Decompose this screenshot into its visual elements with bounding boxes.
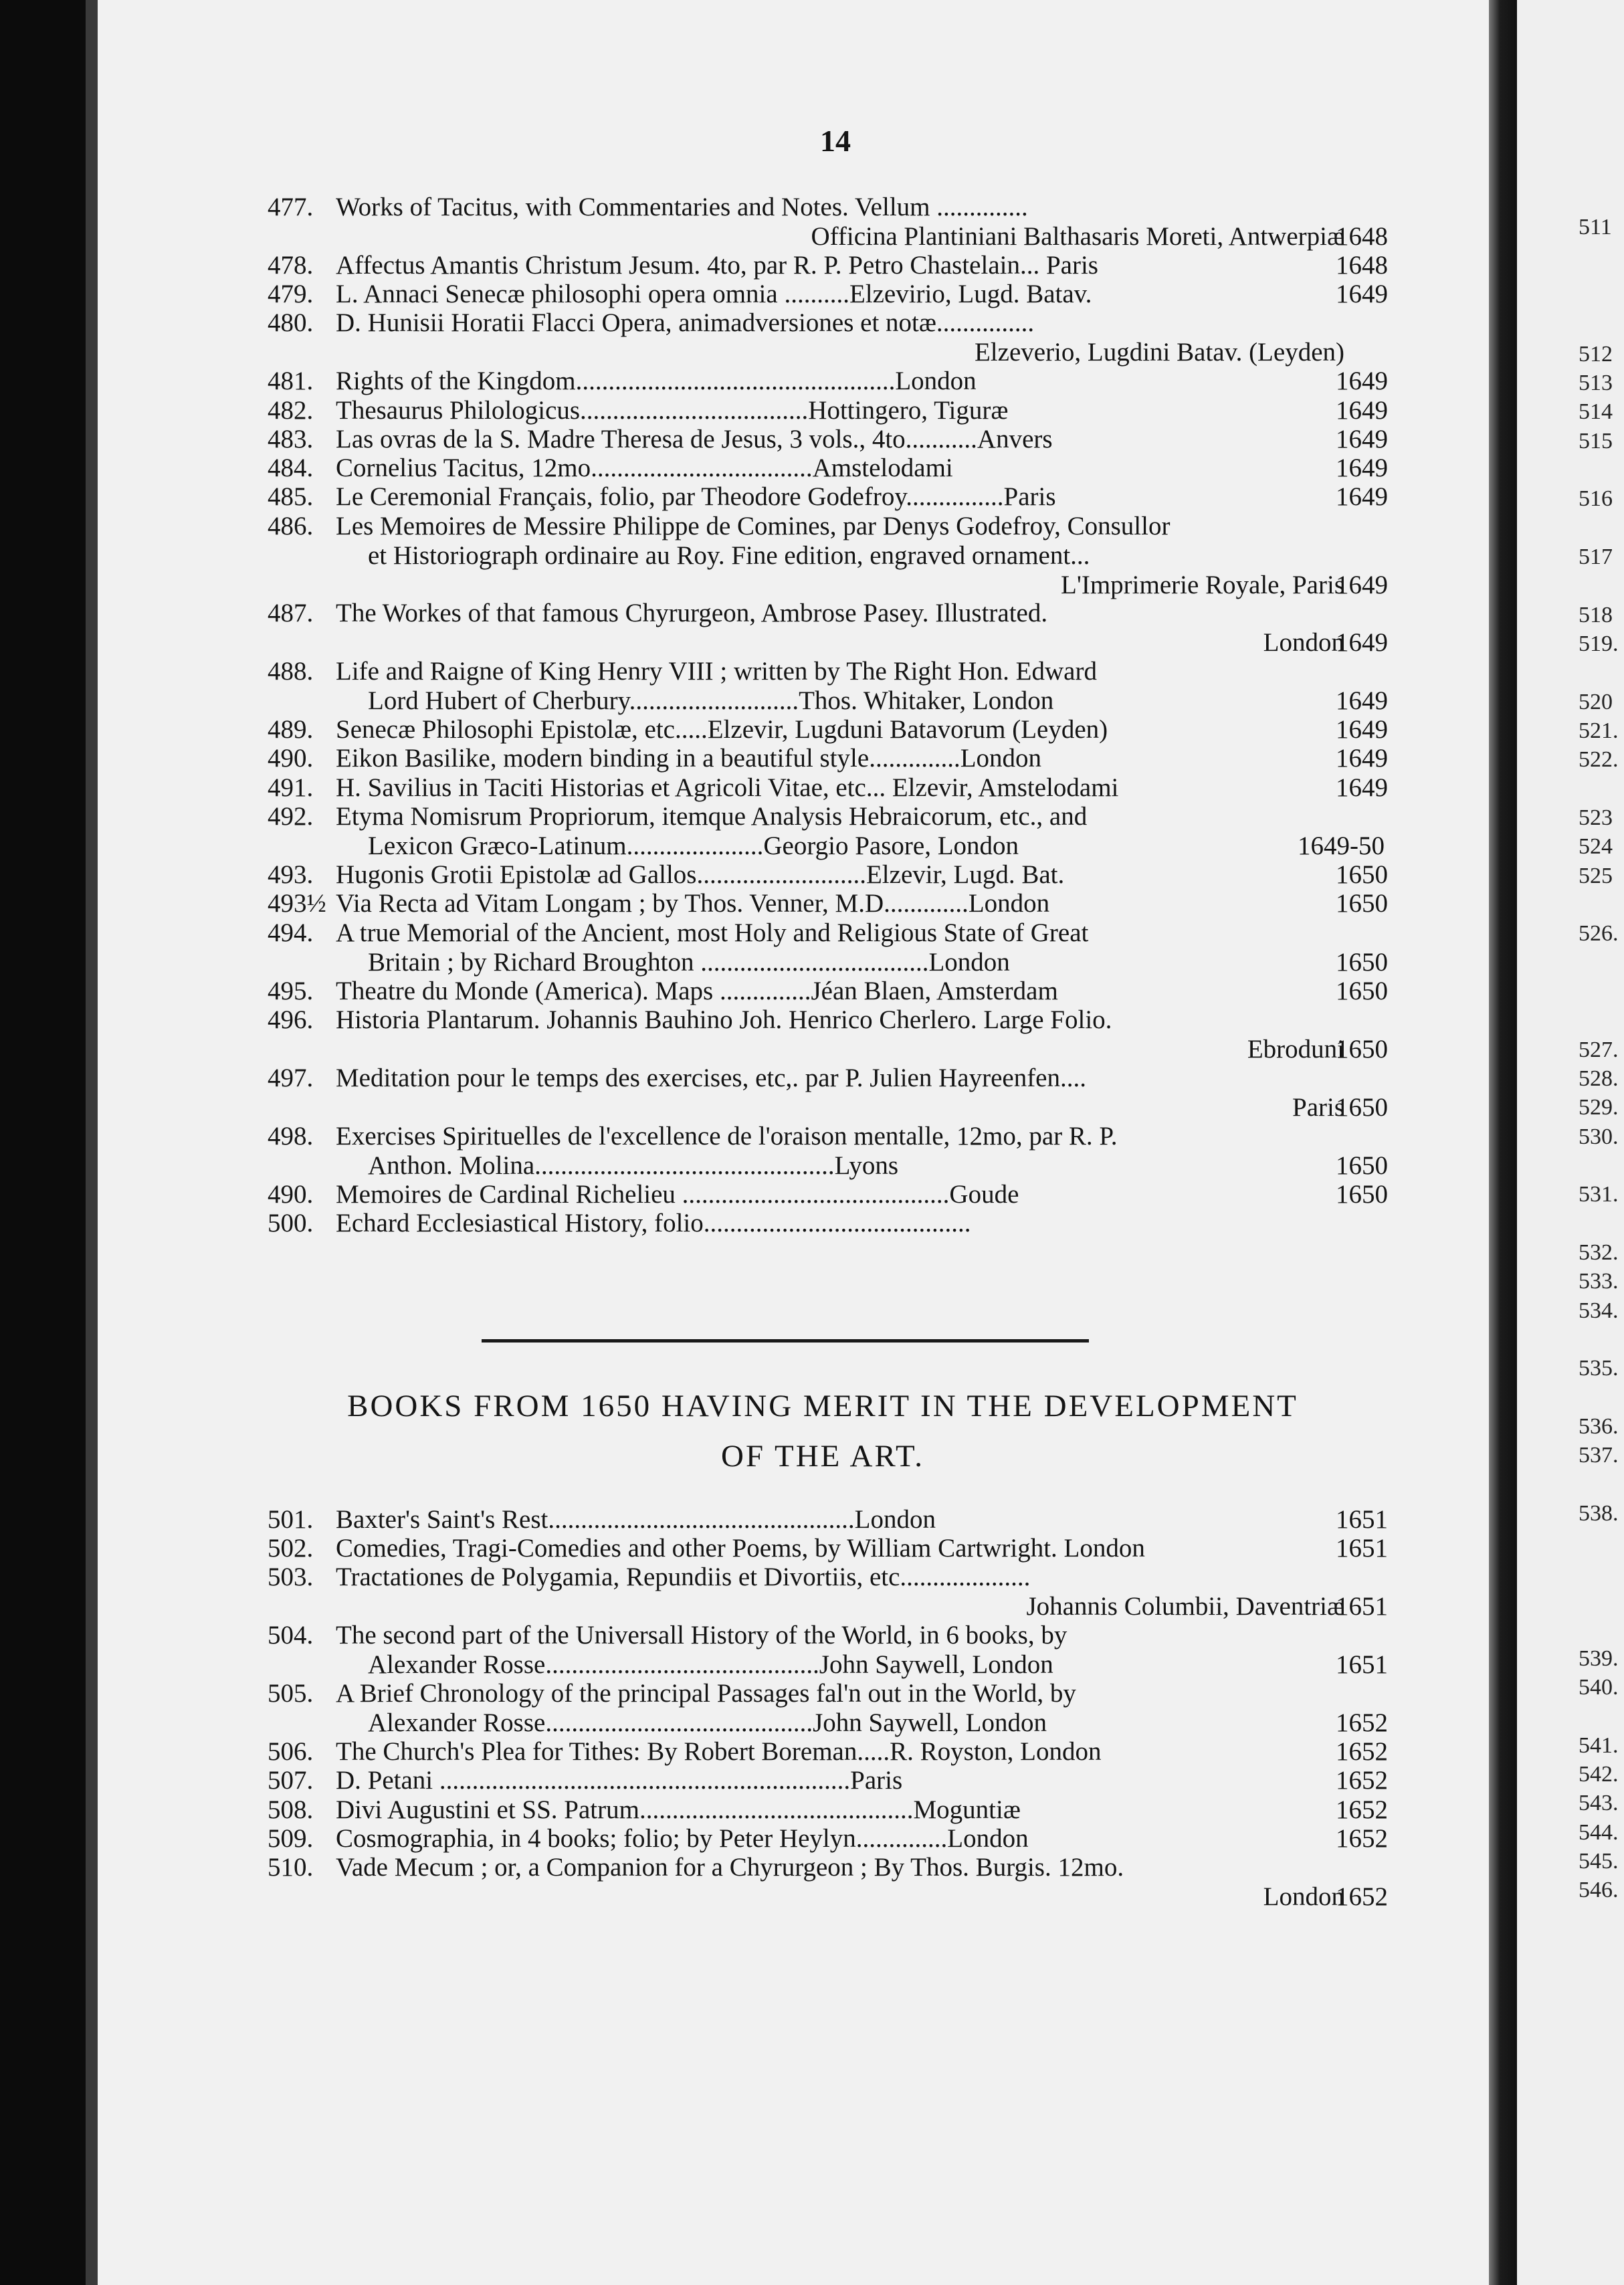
scan-left-border <box>0 0 98 2285</box>
book-gutter <box>1489 0 1517 2285</box>
entry-year: 1650 <box>1336 860 1388 889</box>
facing-entry-number: 519. <box>1579 631 1619 656</box>
entry-year: 1649 <box>1336 715 1388 744</box>
facing-entry-number: 541. <box>1579 1733 1619 1758</box>
entry-title: Affectus Amantis Christum Jesum. 4to, par R. P. Petro Chastelain... Paris <box>336 251 1098 280</box>
entry-title: D. Hunisii Horatii Flacci Opera, animadversiones et notæ............... <box>336 308 1035 337</box>
entry-title: Via Recta ad Vitam Longam ; by Thos. Venner, M.D.............London <box>336 889 1050 918</box>
entry-number: 501. <box>268 1505 314 1534</box>
entry-number: 485. <box>268 482 314 511</box>
entry-number: 506. <box>268 1737 314 1766</box>
entry-year: 1652 <box>1336 1708 1388 1737</box>
entry-number: 488. <box>268 657 314 686</box>
entry-year: 1652 <box>1336 1795 1388 1824</box>
entry-title: Memoires de Cardinal Richelieu .........................................Goude <box>336 1180 1019 1209</box>
entry-title: Tractationes de Polygamia, Repundiis et Divortiis, etc.................... <box>336 1563 1031 1591</box>
entry-title: Exercises Spirituelles de l'excellence de l'oraison mentalle, 12mo, par R. P. <box>336 1122 1118 1151</box>
entry-title: Echard Ecclesiastical History, folio......................................... <box>336 1209 971 1237</box>
entry-title-continuation: Lexicon Græco-Latinum.....................Georgio Pasore, London <box>368 831 1019 860</box>
entry-title: Cosmographia, in 4 books; folio; by Peter Heylyn..............London <box>336 1824 1029 1853</box>
section-heading-line1: BOOKS FROM 1650 HAVING MERIT IN THE DEVELOPMENT <box>347 1389 1298 1423</box>
entry-title: Historia Plantarum. Johannis Bauhino Joh. Henrico Cherlero. Large Folio. <box>336 1005 1112 1034</box>
entry-year: 1649 <box>1336 773 1388 802</box>
entry-title: Le Ceremonial Français, folio, par Theodore Godefroy...............Paris <box>336 482 1056 511</box>
entry-number: 493. <box>268 860 314 889</box>
facing-entry-number: 537. <box>1579 1443 1619 1468</box>
entry-year: 1649 <box>1336 280 1388 308</box>
entry-title: A true Memorial of the Ancient, most Holy and Religious State of Great <box>336 918 1089 947</box>
entry-year: 1652 <box>1336 1824 1388 1853</box>
facing-entry-number: 542. <box>1579 1762 1619 1787</box>
facing-entry-number: 540. <box>1579 1675 1619 1700</box>
entry-number: 503. <box>268 1563 314 1591</box>
entry-title: Hugonis Grotii Epistolæ ad Gallos..........................Elzevir, Lugd. Bat. <box>336 860 1065 889</box>
entry-number: 478. <box>268 251 314 280</box>
entry-year: 1650 <box>1336 1093 1388 1122</box>
page-number: 14 <box>820 124 851 158</box>
facing-entry-number: 512 <box>1579 342 1613 367</box>
entry-year: 1652 <box>1336 1737 1388 1766</box>
entry-title: The second part of the Universall History of the World, in 6 books, by <box>336 1621 1068 1650</box>
entry-title: Cornelius Tacitus, 12mo..................................Amstelodami <box>336 454 953 482</box>
entry-number: 509. <box>268 1824 314 1853</box>
entry-title: Baxter's Saint's Rest...............................................London <box>336 1505 936 1534</box>
entry-year: 1650 <box>1336 977 1388 1005</box>
entry-number: 496. <box>268 1005 314 1034</box>
entry-year: 1650 <box>1336 948 1388 977</box>
facing-entry-number: 513 <box>1579 371 1613 395</box>
entry-title-continuation: Anthon. Molina..............................................Lyons <box>368 1151 899 1180</box>
entry-publisher: Ebroduni <box>1247 1035 1344 1064</box>
entry-number: 490. <box>268 1180 314 1209</box>
entry-publisher: Officina Plantiniani Balthasaris Moreti, Antwerpiæ <box>811 222 1344 251</box>
entry-year: 1651 <box>1336 1650 1388 1679</box>
facing-entry-number: 545. <box>1579 1849 1619 1874</box>
entry-publisher: L'Imprimerie Royale, Paris <box>1061 571 1344 599</box>
entry-year: 1651 <box>1336 1592 1388 1621</box>
entry-publisher: Paris <box>1292 1093 1344 1122</box>
entry-number: 483. <box>268 425 314 454</box>
entry-number: 498. <box>268 1122 314 1151</box>
entry-title: D. Petani ...............................................................Paris <box>336 1766 903 1795</box>
entry-title: The Workes of that famous Chyrurgeon, Ambrose Pasey. Illustrated. <box>336 599 1048 627</box>
entry-year: 1648 <box>1336 251 1388 280</box>
entry-number: 507. <box>268 1766 314 1795</box>
entry-number: 487. <box>268 599 314 627</box>
entry-number: 508. <box>268 1795 314 1824</box>
entry-number: 505. <box>268 1679 314 1708</box>
entry-number: 480. <box>268 308 314 337</box>
entry-number: 497. <box>268 1064 314 1092</box>
entry-publisher: London <box>1263 628 1344 657</box>
entry-number: 479. <box>268 280 314 308</box>
entry-year: 1649 <box>1336 482 1388 511</box>
entry-title-continuation: Alexander Rosse.........................................John Saywell, London <box>368 1708 1047 1737</box>
entry-year: 1651 <box>1336 1534 1388 1563</box>
facing-entry-number: 533. <box>1579 1269 1619 1294</box>
facing-entry-number: 511 <box>1579 215 1612 239</box>
entry-number: 500. <box>268 1209 314 1237</box>
entry-number: 494. <box>268 918 314 947</box>
entry-title: Comedies, Tragi-Comedies and other Poems, by William Cartwright. London <box>336 1534 1145 1563</box>
entry-title: L. Annaci Senecæ philosophi opera omnia ..........Elzevirio, Lugd. Batav. <box>336 280 1092 308</box>
entry-year: 1650 <box>1336 1151 1388 1180</box>
section-divider-rule <box>482 1339 1089 1343</box>
entry-year: 1648 <box>1336 222 1388 251</box>
entry-year: 1649 <box>1336 744 1388 773</box>
entry-year: 1649 <box>1336 367 1388 395</box>
entry-title: Etyma Nomisrum Propriorum, itemque Analysis Hebraicorum, etc., and <box>336 802 1088 831</box>
section-heading-line2: OF THE ART. <box>721 1439 924 1474</box>
facing-entry-number: 531. <box>1579 1182 1619 1207</box>
facing-entry-number: 521. <box>1579 718 1619 743</box>
facing-entry-number: 523 <box>1579 805 1613 830</box>
facing-entry-number: 518 <box>1579 603 1613 627</box>
entry-year: 1652 <box>1336 1882 1388 1911</box>
entry-number: 490. <box>268 744 314 773</box>
facing-entry-number: 539. <box>1579 1646 1619 1671</box>
facing-entry-number: 526. <box>1579 921 1619 946</box>
entry-number: 504. <box>268 1621 314 1650</box>
facing-entry-number: 527. <box>1579 1037 1619 1062</box>
facing-entry-number: 544. <box>1579 1820 1619 1845</box>
entry-number: 481. <box>268 367 314 395</box>
entry-year: 1649 <box>1336 425 1388 454</box>
entry-year: 1649 <box>1336 628 1388 657</box>
entry-number: 492. <box>268 802 314 831</box>
entry-number: 484. <box>268 454 314 482</box>
entry-title: Divi Augustini et SS. Patrum..........................................Moguntiæ <box>336 1795 1021 1824</box>
entry-title: Vade Mecum ; or, a Companion for a Chyrurgeon ; By Thos. Burgis. 12mo. <box>336 1853 1124 1882</box>
entry-publisher: London <box>1263 1882 1344 1911</box>
entry-year: 1651 <box>1336 1505 1388 1534</box>
entry-year: 1650 <box>1336 1180 1388 1209</box>
facing-entry-number: 516 <box>1579 486 1613 511</box>
entry-title: Theatre du Monde (America). Maps ..............Jéan Blaen, Amsterdam <box>336 977 1058 1005</box>
facing-entry-number: 534. <box>1579 1298 1619 1323</box>
facing-entry-number: 514 <box>1579 399 1613 424</box>
facing-entry-number: 524 <box>1579 834 1613 859</box>
entry-year: 1649 <box>1336 686 1388 715</box>
facing-entry-number: 522. <box>1579 747 1619 772</box>
facing-entry-number: 536. <box>1579 1414 1619 1439</box>
facing-entry-number: 532. <box>1579 1240 1619 1265</box>
entry-title: The Church's Plea for Tithes: By Robert Boreman.....R. Royston, London <box>336 1737 1102 1766</box>
entry-year: 1649 <box>1336 454 1388 482</box>
entry-title-continuation: Alexander Rosse..........................................John Saywell, London <box>368 1650 1053 1679</box>
facing-entry-number: 538. <box>1579 1501 1619 1526</box>
entry-number: 489. <box>268 715 314 744</box>
entry-title: Rights of the Kingdom.................................................London <box>336 367 977 395</box>
entry-year: 1650 <box>1336 889 1388 918</box>
facing-entry-number: 530. <box>1579 1124 1619 1149</box>
entry-number: 486. <box>268 512 314 540</box>
entry-year: 1652 <box>1336 1766 1388 1795</box>
entry-title: A Brief Chronology of the principal Passages fal'n out in the World, by <box>336 1679 1076 1708</box>
entry-year: 1649 <box>1336 571 1388 599</box>
entry-number: 493½ <box>268 889 326 918</box>
entry-number: 477. <box>268 193 314 221</box>
entry-title: Works of Tacitus, with Commentaries and Notes. Vellum .............. <box>336 193 1028 221</box>
entry-title-continuation: Britain ; by Richard Broughton ...................................London <box>368 948 1010 977</box>
page-edge <box>86 0 98 2285</box>
entry-number: 491. <box>268 773 314 802</box>
entry-title: Las ovras de la S. Madre Theresa de Jesus, 3 vols., 4to...........Anvers <box>336 425 1053 454</box>
facing-entry-number: 520 <box>1579 690 1613 714</box>
entry-title-continuation: Lord Hubert of Cherbury..........................Thos. Whitaker, London <box>368 686 1054 715</box>
entry-title: H. Savilius in Taciti Historias et Agricoli Vitae, etc... Elzevir, Amstelodami <box>336 773 1119 802</box>
entry-number: 482. <box>268 396 314 425</box>
entry-year: 1650 <box>1336 1035 1388 1064</box>
facing-entry-number: 525 <box>1579 864 1613 888</box>
entry-number: 502. <box>268 1534 314 1563</box>
entry-number: 495. <box>268 977 314 1005</box>
entry-title: Senecæ Philosophi Epistolæ, etc.....Elzevir, Lugduni Batavorum (Leyden) <box>336 715 1108 744</box>
entry-year: 1649 <box>1336 396 1388 425</box>
entry-title-continuation: et Historiograph ordinaire au Roy. Fine edition, engraved ornament... <box>368 541 1090 570</box>
entry-number: 510. <box>268 1853 314 1882</box>
entry-title: Meditation pour le temps des exercises, etc,. par P. Julien Hayreenfen.... <box>336 1064 1086 1092</box>
facing-entry-number: 515 <box>1579 429 1613 454</box>
entry-title: Eikon Basilike, modern binding in a beautiful style..............London <box>336 744 1042 773</box>
entry-publisher: Elzeverio, Lugdini Batav. (Leyden) <box>974 338 1344 367</box>
entry-title: Thesaurus Philologicus...................................Hottingero, Tiguræ <box>336 396 1009 425</box>
facing-entry-number: 546. <box>1579 1878 1619 1902</box>
entry-year: 1649-50 <box>1298 831 1385 860</box>
entry-title: Les Memoires de Messire Philippe de Comines, par Denys Godefroy, Consullor <box>336 512 1171 540</box>
facing-entry-number: 528. <box>1579 1066 1619 1091</box>
facing-entry-number: 517 <box>1579 544 1613 569</box>
facing-entry-number: 529. <box>1579 1095 1619 1120</box>
facing-entry-number: 543. <box>1579 1791 1619 1815</box>
facing-entry-number: 535. <box>1579 1356 1619 1381</box>
entry-publisher: Johannis Columbii, Daventriæ <box>1026 1592 1344 1621</box>
entry-title: Life and Raigne of King Henry VIII ; written by The Right Hon. Edward <box>336 657 1097 686</box>
